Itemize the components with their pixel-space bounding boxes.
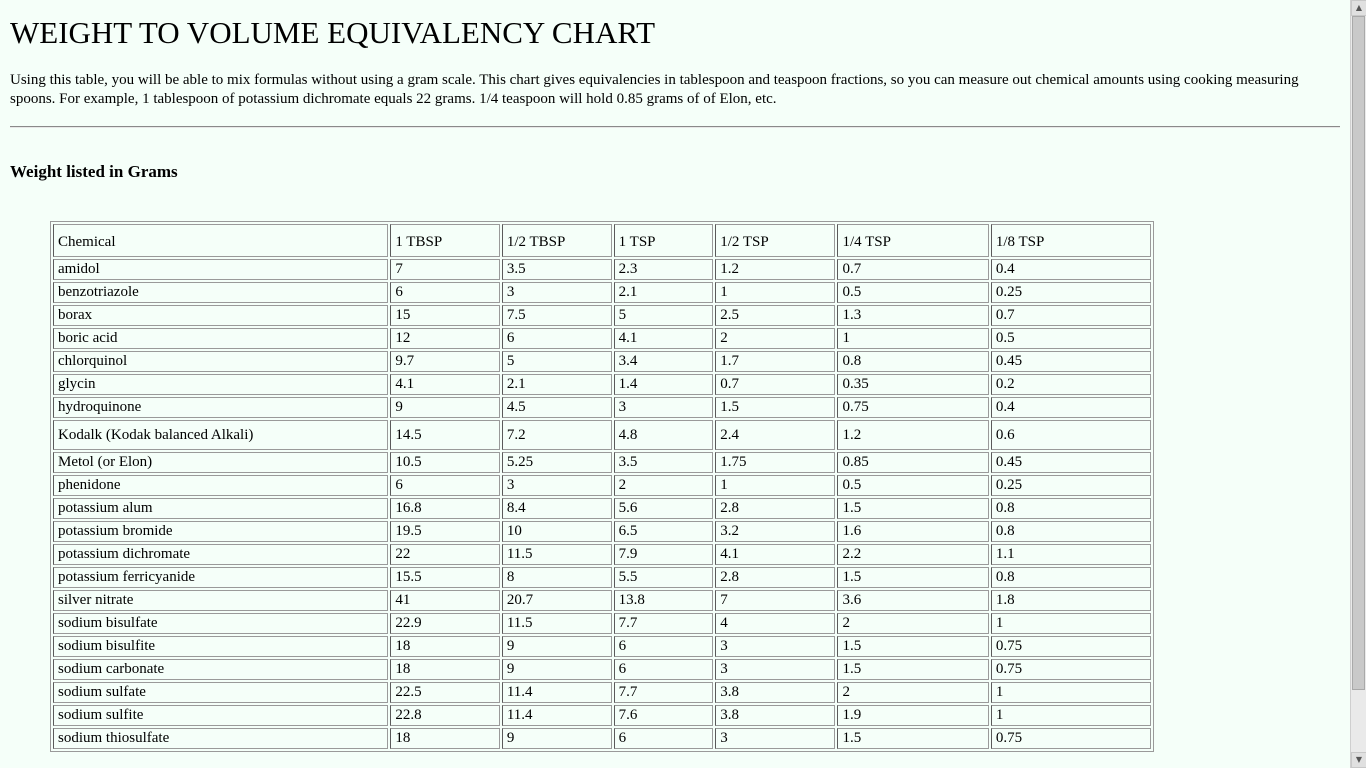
table-row [53,475,1151,496]
table-cell: 6 [614,659,714,680]
table-cell: 6 [390,282,500,303]
table-cell: 0.8 [991,498,1151,519]
table-cell: 9 [502,659,612,680]
table-cell: 6.5 [614,521,714,542]
chemical-name-cell: sodium bisulfite [53,636,388,657]
table-cell: 5.25 [502,452,612,473]
table-row [53,420,1151,450]
table-cell: 2 [614,475,714,496]
scroll-down-arrow-icon[interactable]: ▼ [1351,752,1366,768]
table-cell: 2.2 [837,544,988,565]
table-cell: 5 [614,305,714,326]
table-cell: 4.1 [614,328,714,349]
table-cell: 0.25 [991,282,1151,303]
table-cell: 6 [614,728,714,749]
table-row [53,282,1151,303]
table-row [53,567,1151,588]
table-cell: 0.85 [837,452,988,473]
table-cell: 7.9 [614,544,714,565]
table-cell: 9 [390,397,500,418]
table-cell: 1.5 [837,659,988,680]
equivalency-table [50,221,1154,752]
table-cell: 0.5 [837,282,988,303]
table-cell: 5.6 [614,498,714,519]
table-cell: 4.1 [390,374,500,395]
table-cell: 19.5 [390,521,500,542]
table-cell: 22.9 [390,613,500,634]
table-cell: 7 [715,590,835,611]
table-cell: 6 [614,636,714,657]
table-cell: 5.5 [614,567,714,588]
table-cell: 1.5 [837,567,988,588]
table-cell: 3 [715,728,835,749]
chemical-name-cell: Metol (or Elon) [53,452,388,473]
table-cell: 3 [502,282,612,303]
table-row [53,613,1151,634]
table-cell: 0.6 [991,420,1151,450]
table-cell: 22.8 [390,705,500,726]
table-row [53,328,1151,349]
table-row [53,397,1151,418]
table-cell: 9 [502,636,612,657]
table-cell: 7.2 [502,420,612,450]
table-cell: 20.7 [502,590,612,611]
table-row [53,374,1151,395]
table-cell: 12 [390,328,500,349]
table-cell: 2.4 [715,420,835,450]
table-cell: 7 [390,259,500,280]
table-cell: 3 [715,659,835,680]
table-cell: 3.8 [715,705,835,726]
chemical-name-cell: potassium ferricyanide [53,567,388,588]
table-cell: 15.5 [390,567,500,588]
table-cell: 0.25 [991,475,1151,496]
table-cell: 3.8 [715,682,835,703]
table-cell: 3.2 [715,521,835,542]
table-row [53,498,1151,519]
column-header: 1 TBSP [390,224,500,257]
table-cell: 2.5 [715,305,835,326]
table-cell: 3 [614,397,714,418]
chemical-name-cell: hydroquinone [53,397,388,418]
column-header: 1 TSP [614,224,714,257]
table-cell: 3.6 [837,590,988,611]
table-cell: 1.1 [991,544,1151,565]
table-cell: 2.3 [614,259,714,280]
column-header: 1/4 TSP [837,224,988,257]
column-header: Chemical [53,224,388,257]
table-cell: 0.8 [991,567,1151,588]
table-cell: 10 [502,521,612,542]
table-cell: 0.75 [991,636,1151,657]
table-cell: 0.7 [991,305,1151,326]
table-cell: 4.5 [502,397,612,418]
table-row [53,682,1151,703]
table-cell: 1 [991,705,1151,726]
table-cell: 1.5 [837,498,988,519]
table-header-row [53,224,1151,257]
column-header: 1/2 TBSP [502,224,612,257]
table-subtitle: Weight listed in Grams [10,162,178,181]
chemical-name-cell: amidol [53,259,388,280]
table-row [53,305,1151,326]
table-cell: 1 [991,613,1151,634]
table-cell: 9 [502,728,612,749]
table-cell: 0.45 [991,351,1151,372]
table-cell: 2.1 [502,374,612,395]
table-cell: 1.2 [715,259,835,280]
table-cell: 3.5 [614,452,714,473]
table-cell: 1 [715,475,835,496]
table-cell: 0.8 [991,521,1151,542]
chemical-name-cell: glycin [53,374,388,395]
chemical-name-cell: sodium carbonate [53,659,388,680]
scroll-up-arrow-icon[interactable]: ▲ [1351,0,1366,16]
table-row [53,636,1151,657]
table-cell: 1 [991,682,1151,703]
table-row [53,659,1151,680]
table-row [53,544,1151,565]
table-cell: 0.7 [837,259,988,280]
table-cell: 2.8 [715,498,835,519]
table-cell: 1.9 [837,705,988,726]
table-cell: 0.4 [991,259,1151,280]
chemical-name-cell: potassium alum [53,498,388,519]
table-cell: 0.8 [837,351,988,372]
chemical-name-cell: borax [53,305,388,326]
table-cell: 6 [502,328,612,349]
table-cell: 4.8 [614,420,714,450]
table-body [53,224,1151,749]
table-cell: 1.8 [991,590,1151,611]
table-cell: 18 [390,728,500,749]
chemical-name-cell: sodium thiosulfate [53,728,388,749]
column-header: 1/2 TSP [715,224,835,257]
table-cell: 0.4 [991,397,1151,418]
table-cell: 2 [715,328,835,349]
table-cell: 5 [502,351,612,372]
page-title: WEIGHT TO VOLUME EQUIVALENCY CHART [10,15,656,50]
table-cell: 18 [390,659,500,680]
table-cell: 0.35 [837,374,988,395]
table-cell: 0.75 [991,659,1151,680]
table-cell: 1.6 [837,521,988,542]
table-cell: 1.5 [837,636,988,657]
table-cell: 13.8 [614,590,714,611]
table-cell: 11.5 [502,544,612,565]
table-cell: 1.2 [837,420,988,450]
chemical-name-cell: sodium sulfate [53,682,388,703]
chemical-name-cell: boric acid [53,328,388,349]
table-cell: 0.5 [837,475,988,496]
table-cell: 8.4 [502,498,612,519]
chemical-name-cell: benzotriazole [53,282,388,303]
table-cell: 10.5 [390,452,500,473]
table-cell: 4.1 [715,544,835,565]
table-cell: 1.7 [715,351,835,372]
table-cell: 2 [837,613,988,634]
table-cell: 2.1 [614,282,714,303]
table-cell: 6 [390,475,500,496]
table-cell: 7.7 [614,682,714,703]
column-header: 1/8 TSP [991,224,1151,257]
chemical-name-cell: potassium bromide [53,521,388,542]
table-cell: 3 [502,475,612,496]
table-row [53,590,1151,611]
table-cell: 1.5 [715,397,835,418]
chemical-name-cell: phenidone [53,475,388,496]
vertical-scrollbar[interactable] [1350,0,1366,768]
table-cell: 2 [837,682,988,703]
table-row [53,728,1151,749]
chemical-name-cell: chlorquinol [53,351,388,372]
chemical-name-cell: sodium sulfite [53,705,388,726]
horizontal-divider [10,126,1340,128]
table-cell: 8 [502,567,612,588]
table-row [53,351,1151,372]
scrollbar-thumb[interactable] [1352,16,1365,690]
table-cell: 11.4 [502,705,612,726]
table-cell: 4 [715,613,835,634]
table-cell: 7.5 [502,305,612,326]
table-row [53,521,1151,542]
table-cell: 16.8 [390,498,500,519]
table-cell: 15 [390,305,500,326]
table-cell: 0.7 [715,374,835,395]
chemical-name-cell: sodium bisulfate [53,613,388,634]
table-cell: 9.7 [390,351,500,372]
table-cell: 1 [837,328,988,349]
table-row [53,259,1151,280]
table-cell: 7.6 [614,705,714,726]
chemical-name-cell: Kodalk (Kodak balanced Alkali) [53,420,388,450]
chemical-name-cell: potassium dichromate [53,544,388,565]
table-cell: 41 [390,590,500,611]
table-cell: 1.4 [614,374,714,395]
table-cell: 3 [715,636,835,657]
table-cell: 0.75 [837,397,988,418]
table-cell: 2.8 [715,567,835,588]
table-cell: 18 [390,636,500,657]
table-cell: 7.7 [614,613,714,634]
table-cell: 11.5 [502,613,612,634]
table-cell: 1 [715,282,835,303]
table-cell: 3.5 [502,259,612,280]
table-cell: 0.5 [991,328,1151,349]
table-row [53,705,1151,726]
table-cell: 0.45 [991,452,1151,473]
table-cell: 0.2 [991,374,1151,395]
table-cell: 14.5 [390,420,500,450]
table-cell: 1.3 [837,305,988,326]
table-cell: 1.5 [837,728,988,749]
chemical-name-cell: silver nitrate [53,590,388,611]
table-cell: 22.5 [390,682,500,703]
table-cell: 11.4 [502,682,612,703]
table-cell: 1.75 [715,452,835,473]
table-cell: 22 [390,544,500,565]
intro-paragraph: Using this table, you will be able to mix formulas without using a gram scale. This chart gives equivalencies in tablespoon and teaspoon fractions, so you can measure out chemical amounts using cooking measuring spoons. For example, 1 tablespoon of potassium dichromate equals 22 grams. 1/4 teaspoon will hold 0.85 grams of of Elon, etc. [10,72,1299,107]
table-cell: 3.4 [614,351,714,372]
table-cell: 0.75 [991,728,1151,749]
table-row [53,452,1151,473]
